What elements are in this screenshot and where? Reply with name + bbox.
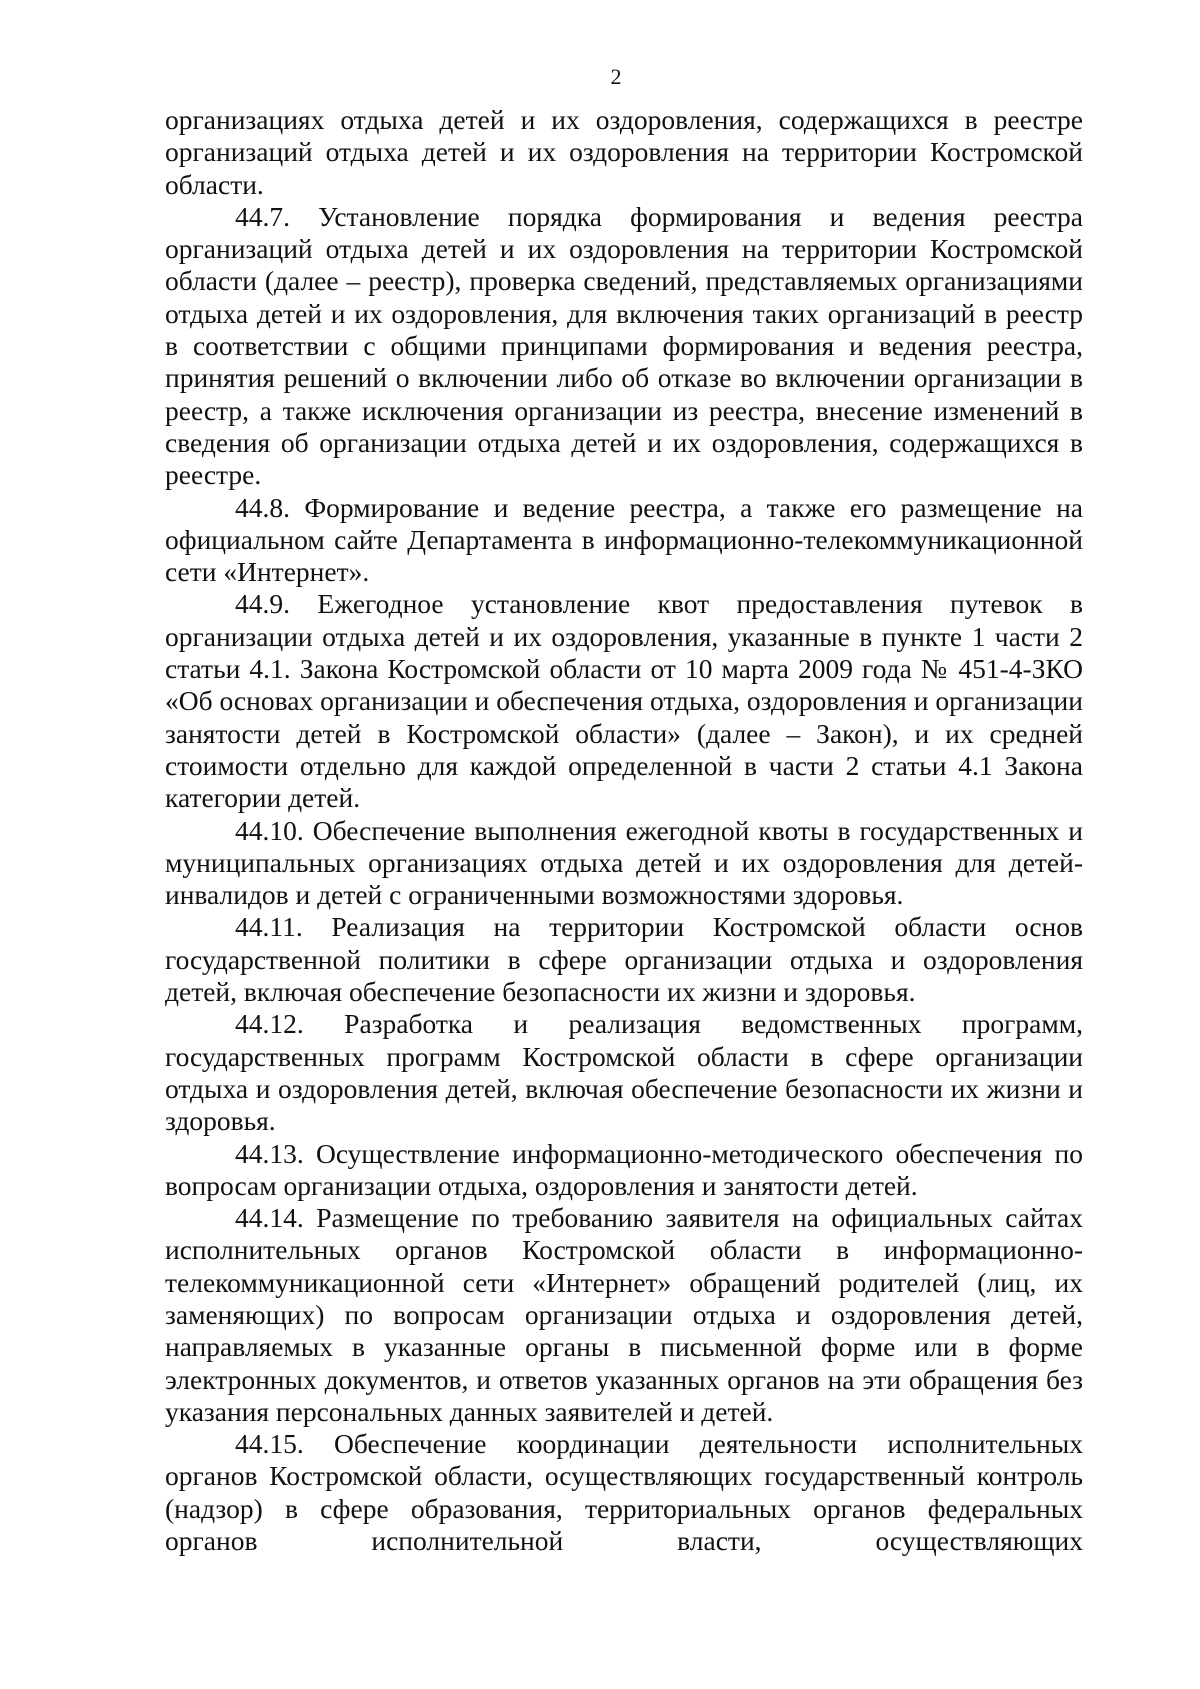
- paragraph-44-8: 44.8. Формирование и ведение реестра, а также его размещение на официальном сайте Департамента в информационно-телекоммуникационной сети «Интернет».: [165, 491, 1083, 588]
- paragraph-44-11: 44.11. Реализация на территории Костромской области основ государственной политики в сфере организации отдыха и оздоровления детей, включая обеспечение безопасности их жизни и здоровья.: [165, 911, 1083, 1008]
- document-body: [165, 104, 1083, 1557]
- paragraph-44-15: 44.15. Обеспечение координации деятельности исполнительных органов Костромской области, осуществляющих государственный контроль (надзор) в сфере образования, территориальных органов федеральных органов исполнительной власти, осуществляющих: [165, 1428, 1083, 1557]
- paragraph-44-9: 44.9. Ежегодное установление квот предоставления путевок в организации отдыха детей и их оздоровления, указанные в пункте 1 части 2 статьи 4.1. Закона Костромской области от 10 марта 2009 года № 451-4-ЗКО «Об основах организации и обеспечения отдыха, оздоровления и организации занятости детей в Костромской области» (далее – Закон), и их средней стоимости отдельно для каждой определенной в части 2 статьи 4.1 Закона категории детей.: [165, 588, 1083, 814]
- page-number: 2: [610, 64, 622, 89]
- paragraph-continuation: организациях отдыха детей и их оздоровления, содержащихся в реестре организаций отдыха детей и их оздоровления на территории Костромской области.: [165, 104, 1083, 200]
- paragraph-44-7: 44.7. Установление порядка формирования и ведения реестра организаций отдыха детей и их оздоровления на территории Костромской области (далее – реестр), проверка сведений, представляемых организациями отдыха детей и их оздоровления, для включения таких организаций в реестр в соответствии с общими принципами формирования и ведения реестра, принятия решений о включении либо об отказе во включении организации в реестр, а также исключения организации из реестра, внесение изменений в сведения об организации отдыха детей и их оздоровления, содержащихся в реестре.: [165, 200, 1083, 491]
- paragraph-44-14: 44.14. Размещение по требованию заявителя на официальных сайтах исполнительных органов Костромской области в информационно-телекоммуникационной сети «Интернет» обращений родителей (лиц, их заменяющих) по вопросам организации отдыха и оздоровления детей, направляемых в указанные органы в письменной форме или в форме электронных документов, и ответов указанных органов на эти обращения без указания персональных данных заявителей и детей.: [165, 1202, 1083, 1427]
- paragraph-44-10: 44.10. Обеспечение выполнения ежегодной квоты в государственных и муниципальных организациях отдыха детей и их оздоровления для детей-инвалидов и детей с ограниченными возможностями здоровья.: [165, 814, 1083, 911]
- paragraph-44-13: 44.13. Осуществление информационно-методического обеспечения по вопросам организации отдыха, оздоровления и занятости детей.: [165, 1137, 1083, 1201]
- paragraph-44-12: 44.12. Разработка и реализация ведомственных программ, государственных программ Костромской области в сфере организации отдыха и оздоровления детей, включая обеспечение безопасности их жизни и здоровья.: [165, 1008, 1083, 1137]
